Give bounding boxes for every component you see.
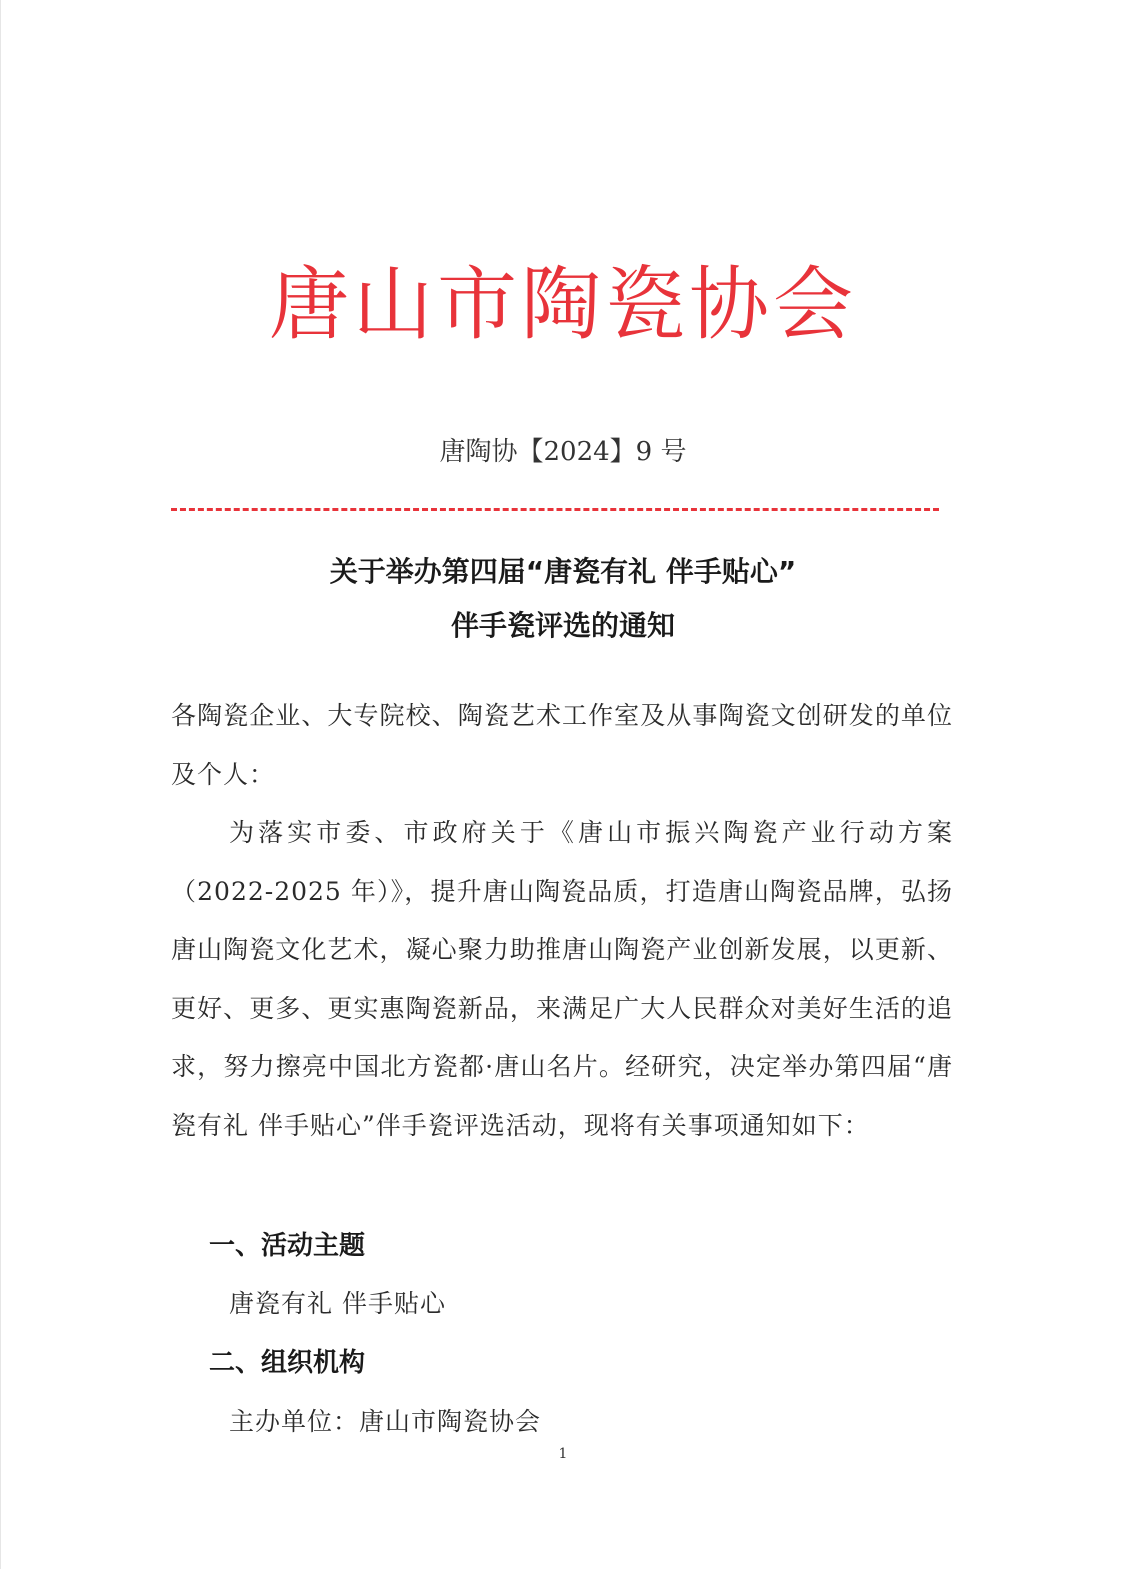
section-heading-theme: 一、活动主题 [209,1231,366,1261]
section-content-theme: 唐瓷有礼 伴手贴心 [229,1289,446,1318]
section-heading-organization: 二、组织机构 [209,1348,366,1378]
red-divider-line [171,508,939,511]
page-number: 1 [558,1446,568,1462]
document-number: 唐陶协【2024】9 号 [439,437,687,467]
notice-title [1,545,1124,653]
notice-title-line-2: 伴手瓷评选的通知 [450,609,675,642]
section-content-organization: 主办单位：唐山市陶瓷协会 [229,1407,542,1436]
salutation: 各陶瓷企业、大专院校、陶瓷艺术工作室及从事陶瓷文创研发的单位及个人： [171,701,953,789]
notice-title-line-1: 关于举办第四届“唐瓷有礼 伴手贴心” [329,555,797,588]
body-paragraph: 为落实市委、市政府关于《唐山市振兴陶瓷产业行动方案（2022-2025 年）》，提升唐山陶瓷品质，打造唐山陶瓷品牌，弘扬唐山陶瓷文化艺术，凝心聚力助推唐山陶瓷产业创新发展，以更新、更好、更多、更实惠陶瓷新品，来满足广大人民群众对美好生活的追求，努力擦亮中国北方瓷都·唐山名片。经研究，决定举办第四届“唐瓷有礼 伴手贴心”伴手瓷评选活动，现将有关事项通知如下： [171,818,953,1140]
notice-body [171,687,953,1155]
organization-title: 唐山市陶瓷协会 [269,258,857,351]
